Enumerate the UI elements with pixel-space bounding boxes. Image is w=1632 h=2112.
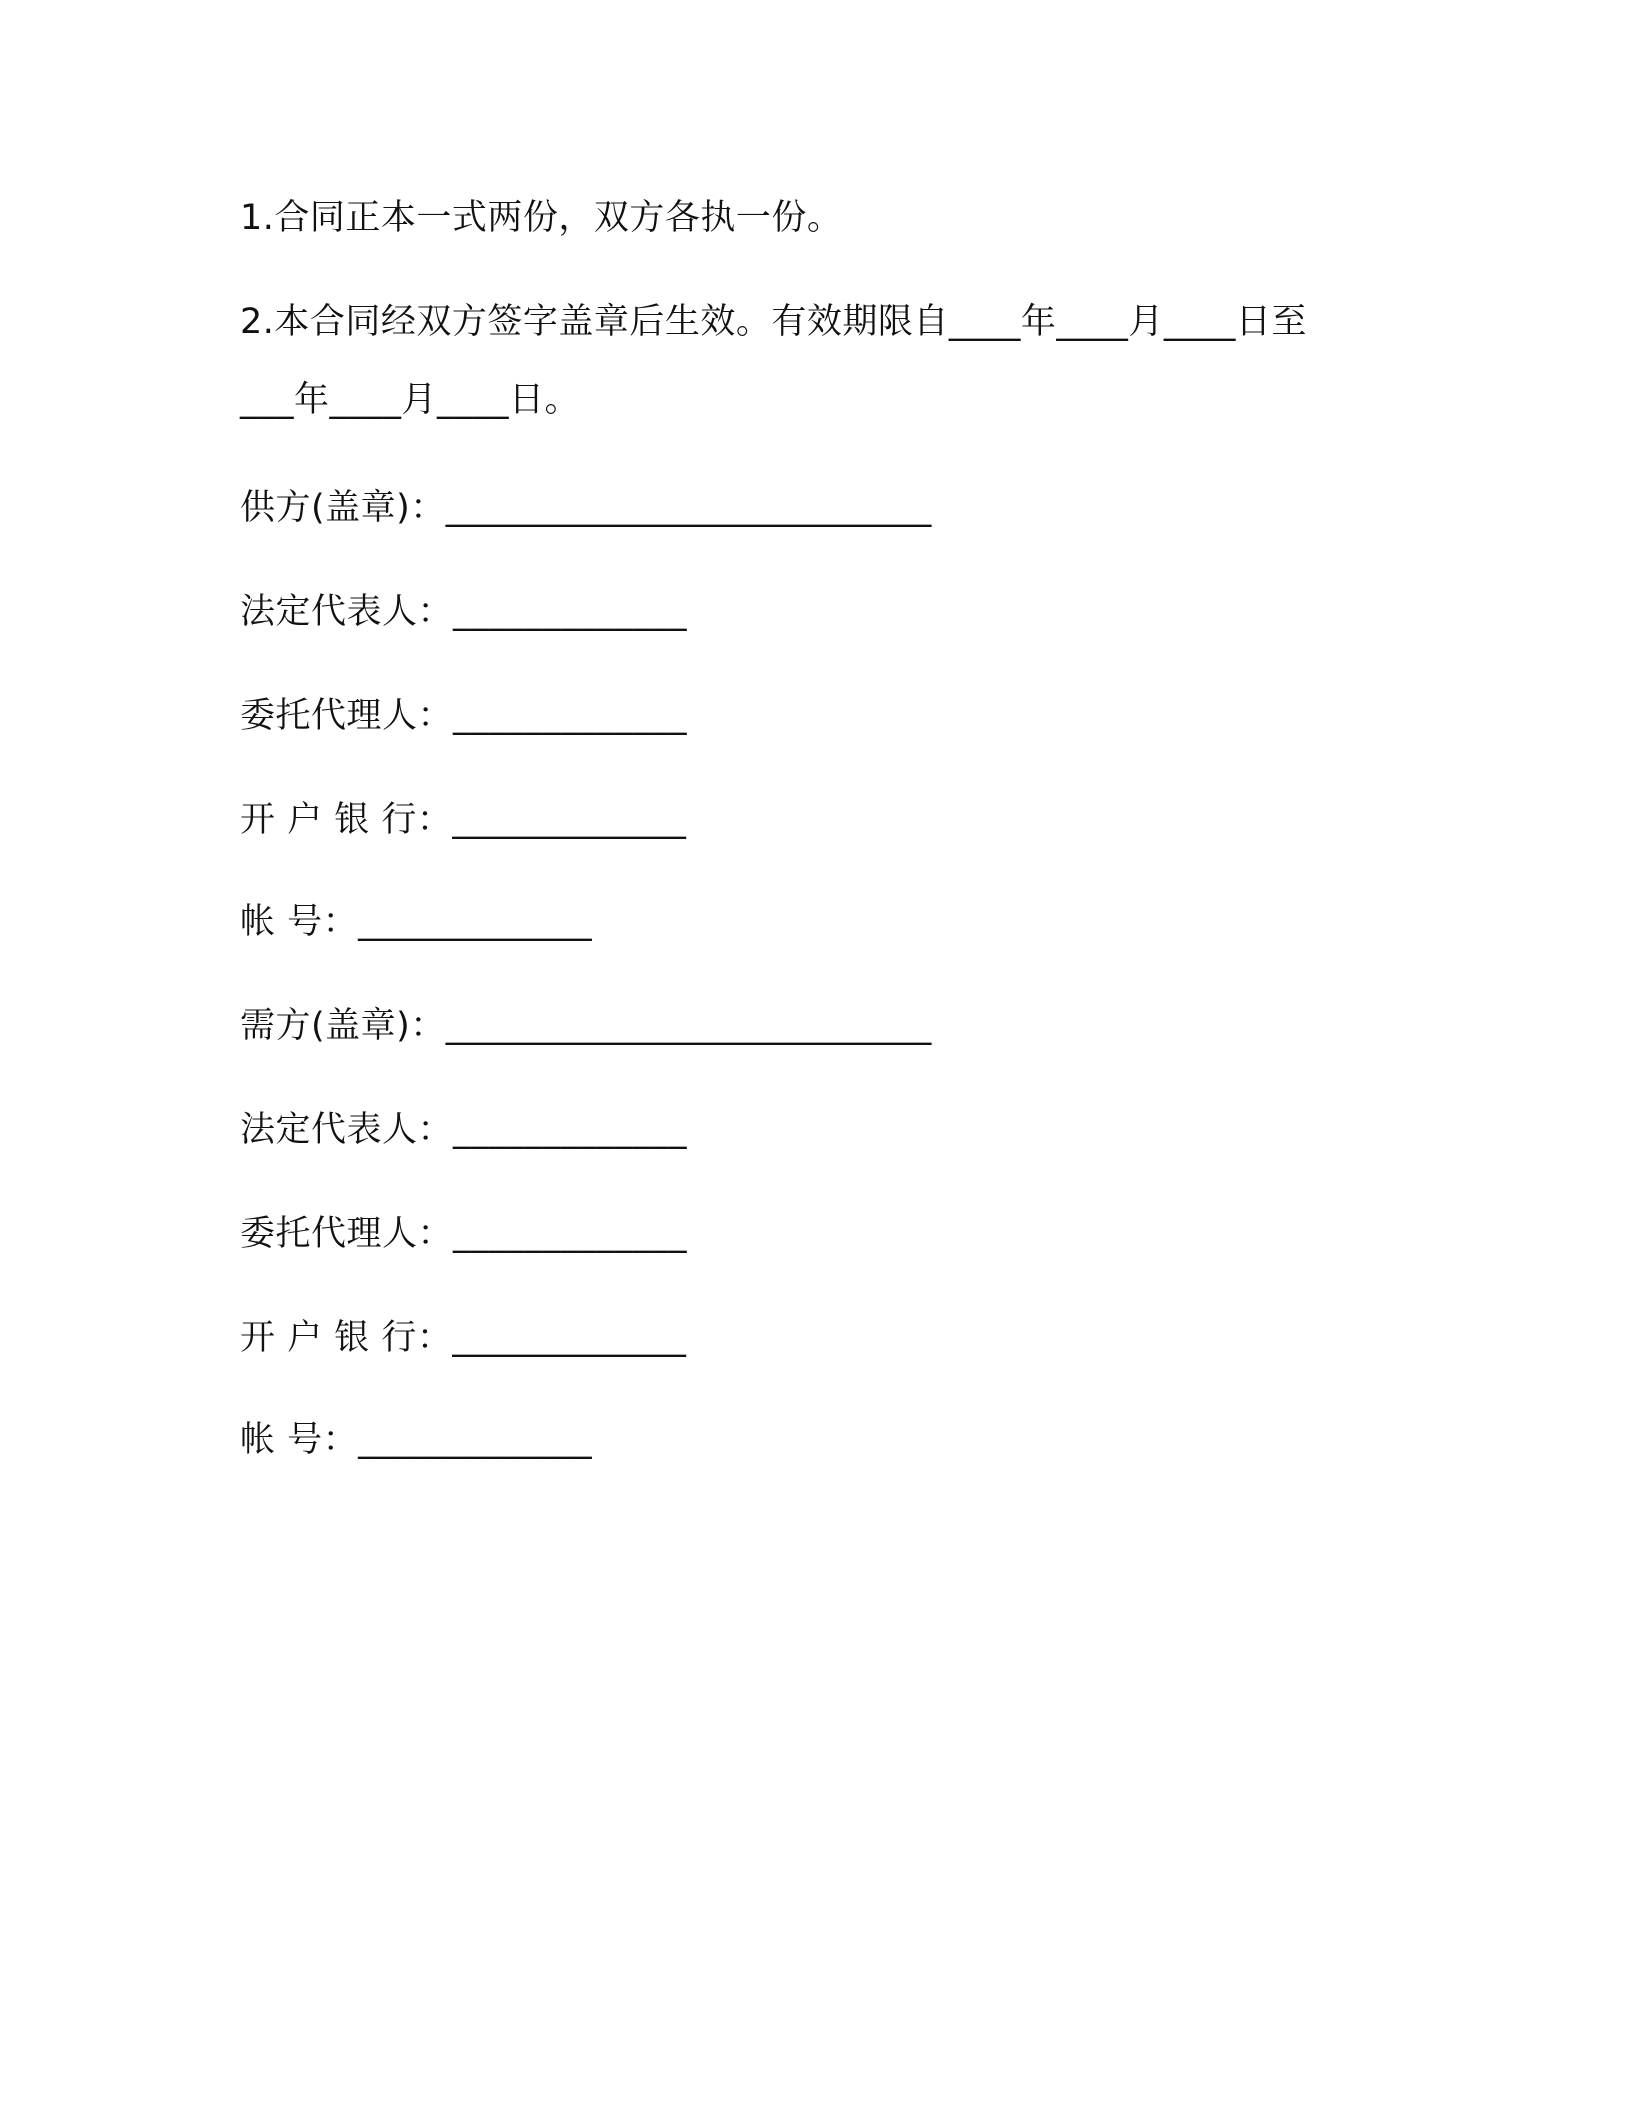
buyer-bank-field: 开 户 银 行：_____________ bbox=[240, 1318, 687, 1358]
supplier-legal-rep-field: 法定代表人：_____________ bbox=[240, 592, 688, 632]
clause-2-line-2: ___年____月____日。 bbox=[240, 380, 581, 420]
buyer-legal-rep-field: 法定代表人：_____________ bbox=[240, 1110, 688, 1150]
supplier-bank-field: 开 户 银 行：_____________ bbox=[240, 800, 687, 840]
supplier-agent-field: 委托代理人：_____________ bbox=[240, 696, 688, 736]
supplier-seal-field: 供方(盖章)：___________________________ bbox=[240, 488, 932, 528]
clause-1: 1.合同正本一式两份，双方各执一份。 bbox=[240, 198, 843, 238]
supplier-account-field: 帐 号：_____________ bbox=[240, 902, 593, 942]
buyer-agent-field: 委托代理人：_____________ bbox=[240, 1214, 688, 1254]
buyer-account-field: 帐 号：_____________ bbox=[240, 1420, 593, 1460]
buyer-seal-field: 需方(盖章)：___________________________ bbox=[240, 1006, 932, 1046]
clause-2-line-1: 2.本合同经双方签字盖章后生效。有效期限自____年____月____日至 bbox=[240, 302, 1307, 342]
